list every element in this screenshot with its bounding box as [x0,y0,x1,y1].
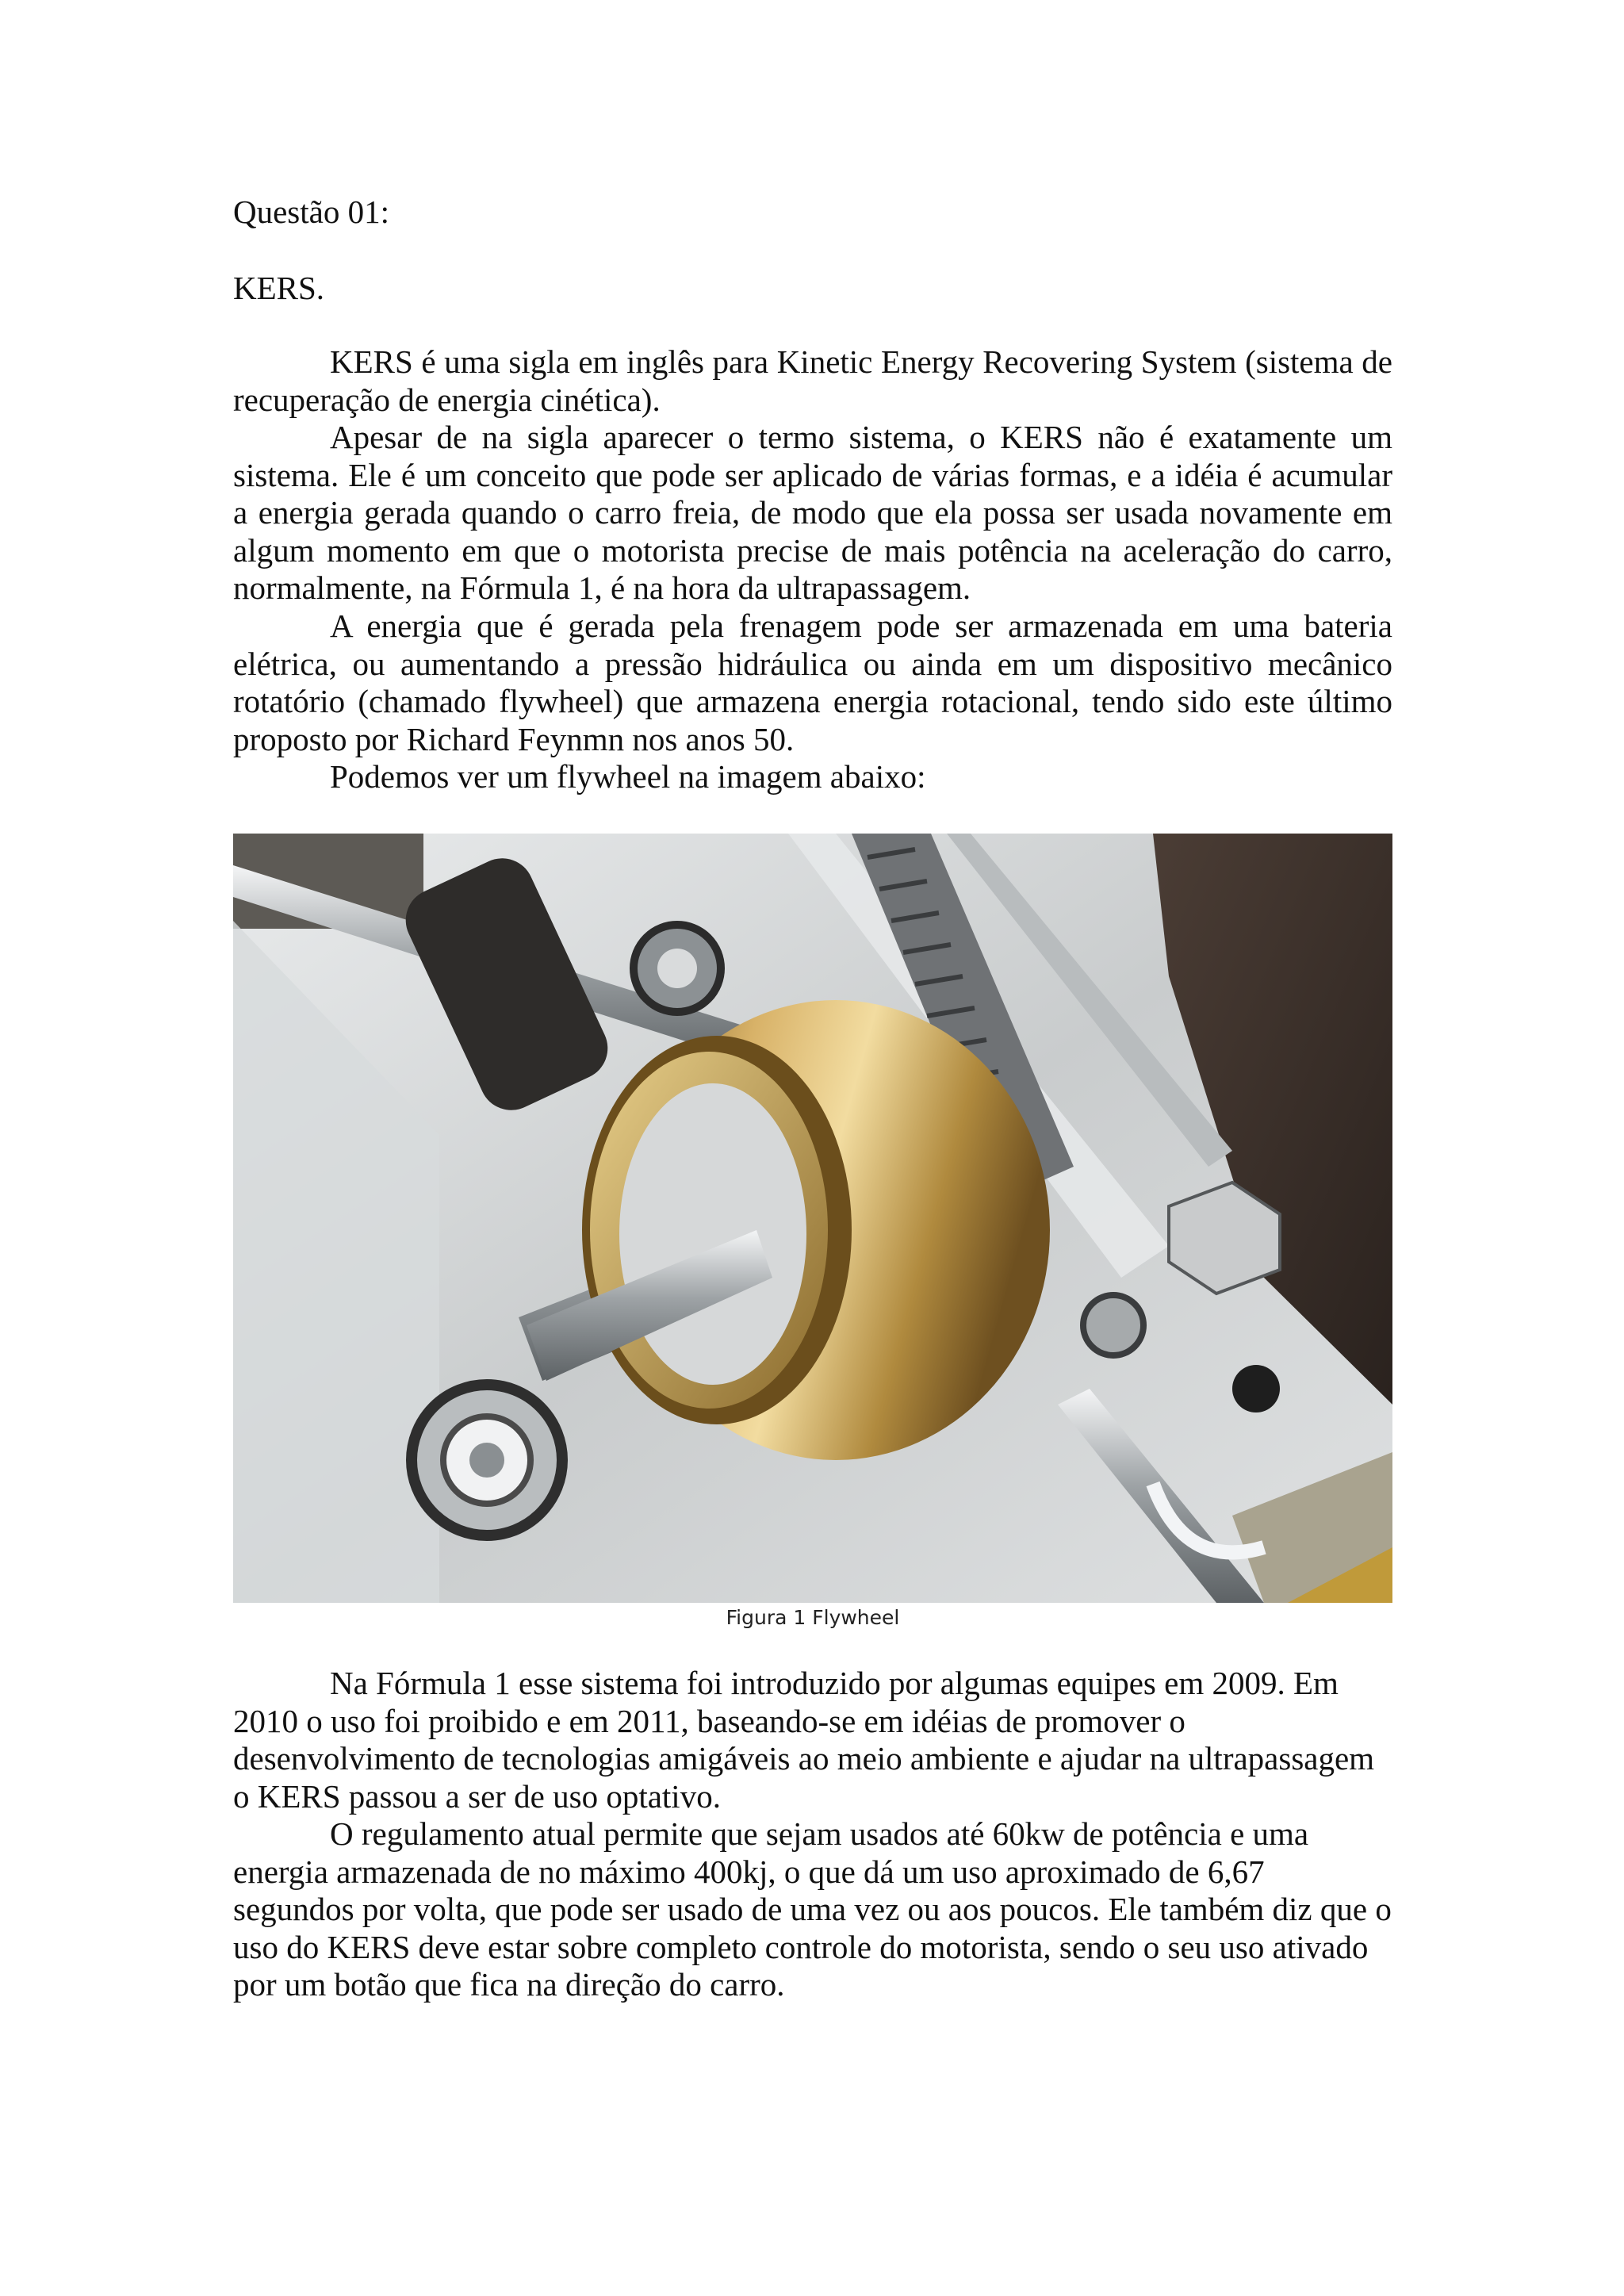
paragraph-regulation: O regulamento atual permite que sejam usados até 60kw de potência e uma energia armazenada de no máximo 400kj, o que dá um uso aproximado de 6,67 segundos por volta, que pode ser usado de uma vez ou aos poucos. Ele também diz que o uso do KERS deve estar sobre completo controle do motorista, sendo o seu uso ativado por um botão que fica na direção do carro. [233,1815,1392,2003]
paragraph-concept: Apesar de na sigla aparecer o termo sistema, o KERS não é exatamente um sistema. Ele é um conceito que pode ser aplicado de várias formas, e a idéia é acumular a energia gerada quando o carro freia, de modo que ela possa ser usada novamente em algum momento em que o motorista precise de mais potência na aceleração do carro, normalmente, na Fórmula 1, é na hora da ultrapassagem. [233,419,1392,606]
paragraph-definition: KERS é uma sigla em inglês para Kinetic Energy Recovering System (sistema de recuperação de energia cinética). [233,343,1392,418]
paragraph-image-intro: Podemos ver um flywheel na imagem abaixo: [330,758,926,795]
document-title: KERS. [233,270,325,306]
figure-caption: Figura 1 Flywheel [726,1606,900,1629]
paragraph-f1-history: Na Fórmula 1 esse sistema foi introduzido por algumas equipes em 2009. Em 2010 o uso foi proibido e em 2011, baseando-se em idéias de promover o desenvolvimento de tecnologias amigáveis ao meio ambiente e ajudar na ultrapassagem o KERS passou a ser de uso optativo. [233,1665,1375,1815]
paragraph-storage: A energia que é gerada pela frenagem pode ser armazenada em uma bateria elétrica, ou aumentando a pressão hidráulica ou ainda em um dispositivo mecânico rotatório (chamado flywheel) que armazena energia rotacional, tendo sido este último proposto por Richard Feynmn nos anos 50. [233,608,1392,757]
question-label: Questão 01: [233,194,389,230]
flywheel-photo [233,834,1392,1603]
